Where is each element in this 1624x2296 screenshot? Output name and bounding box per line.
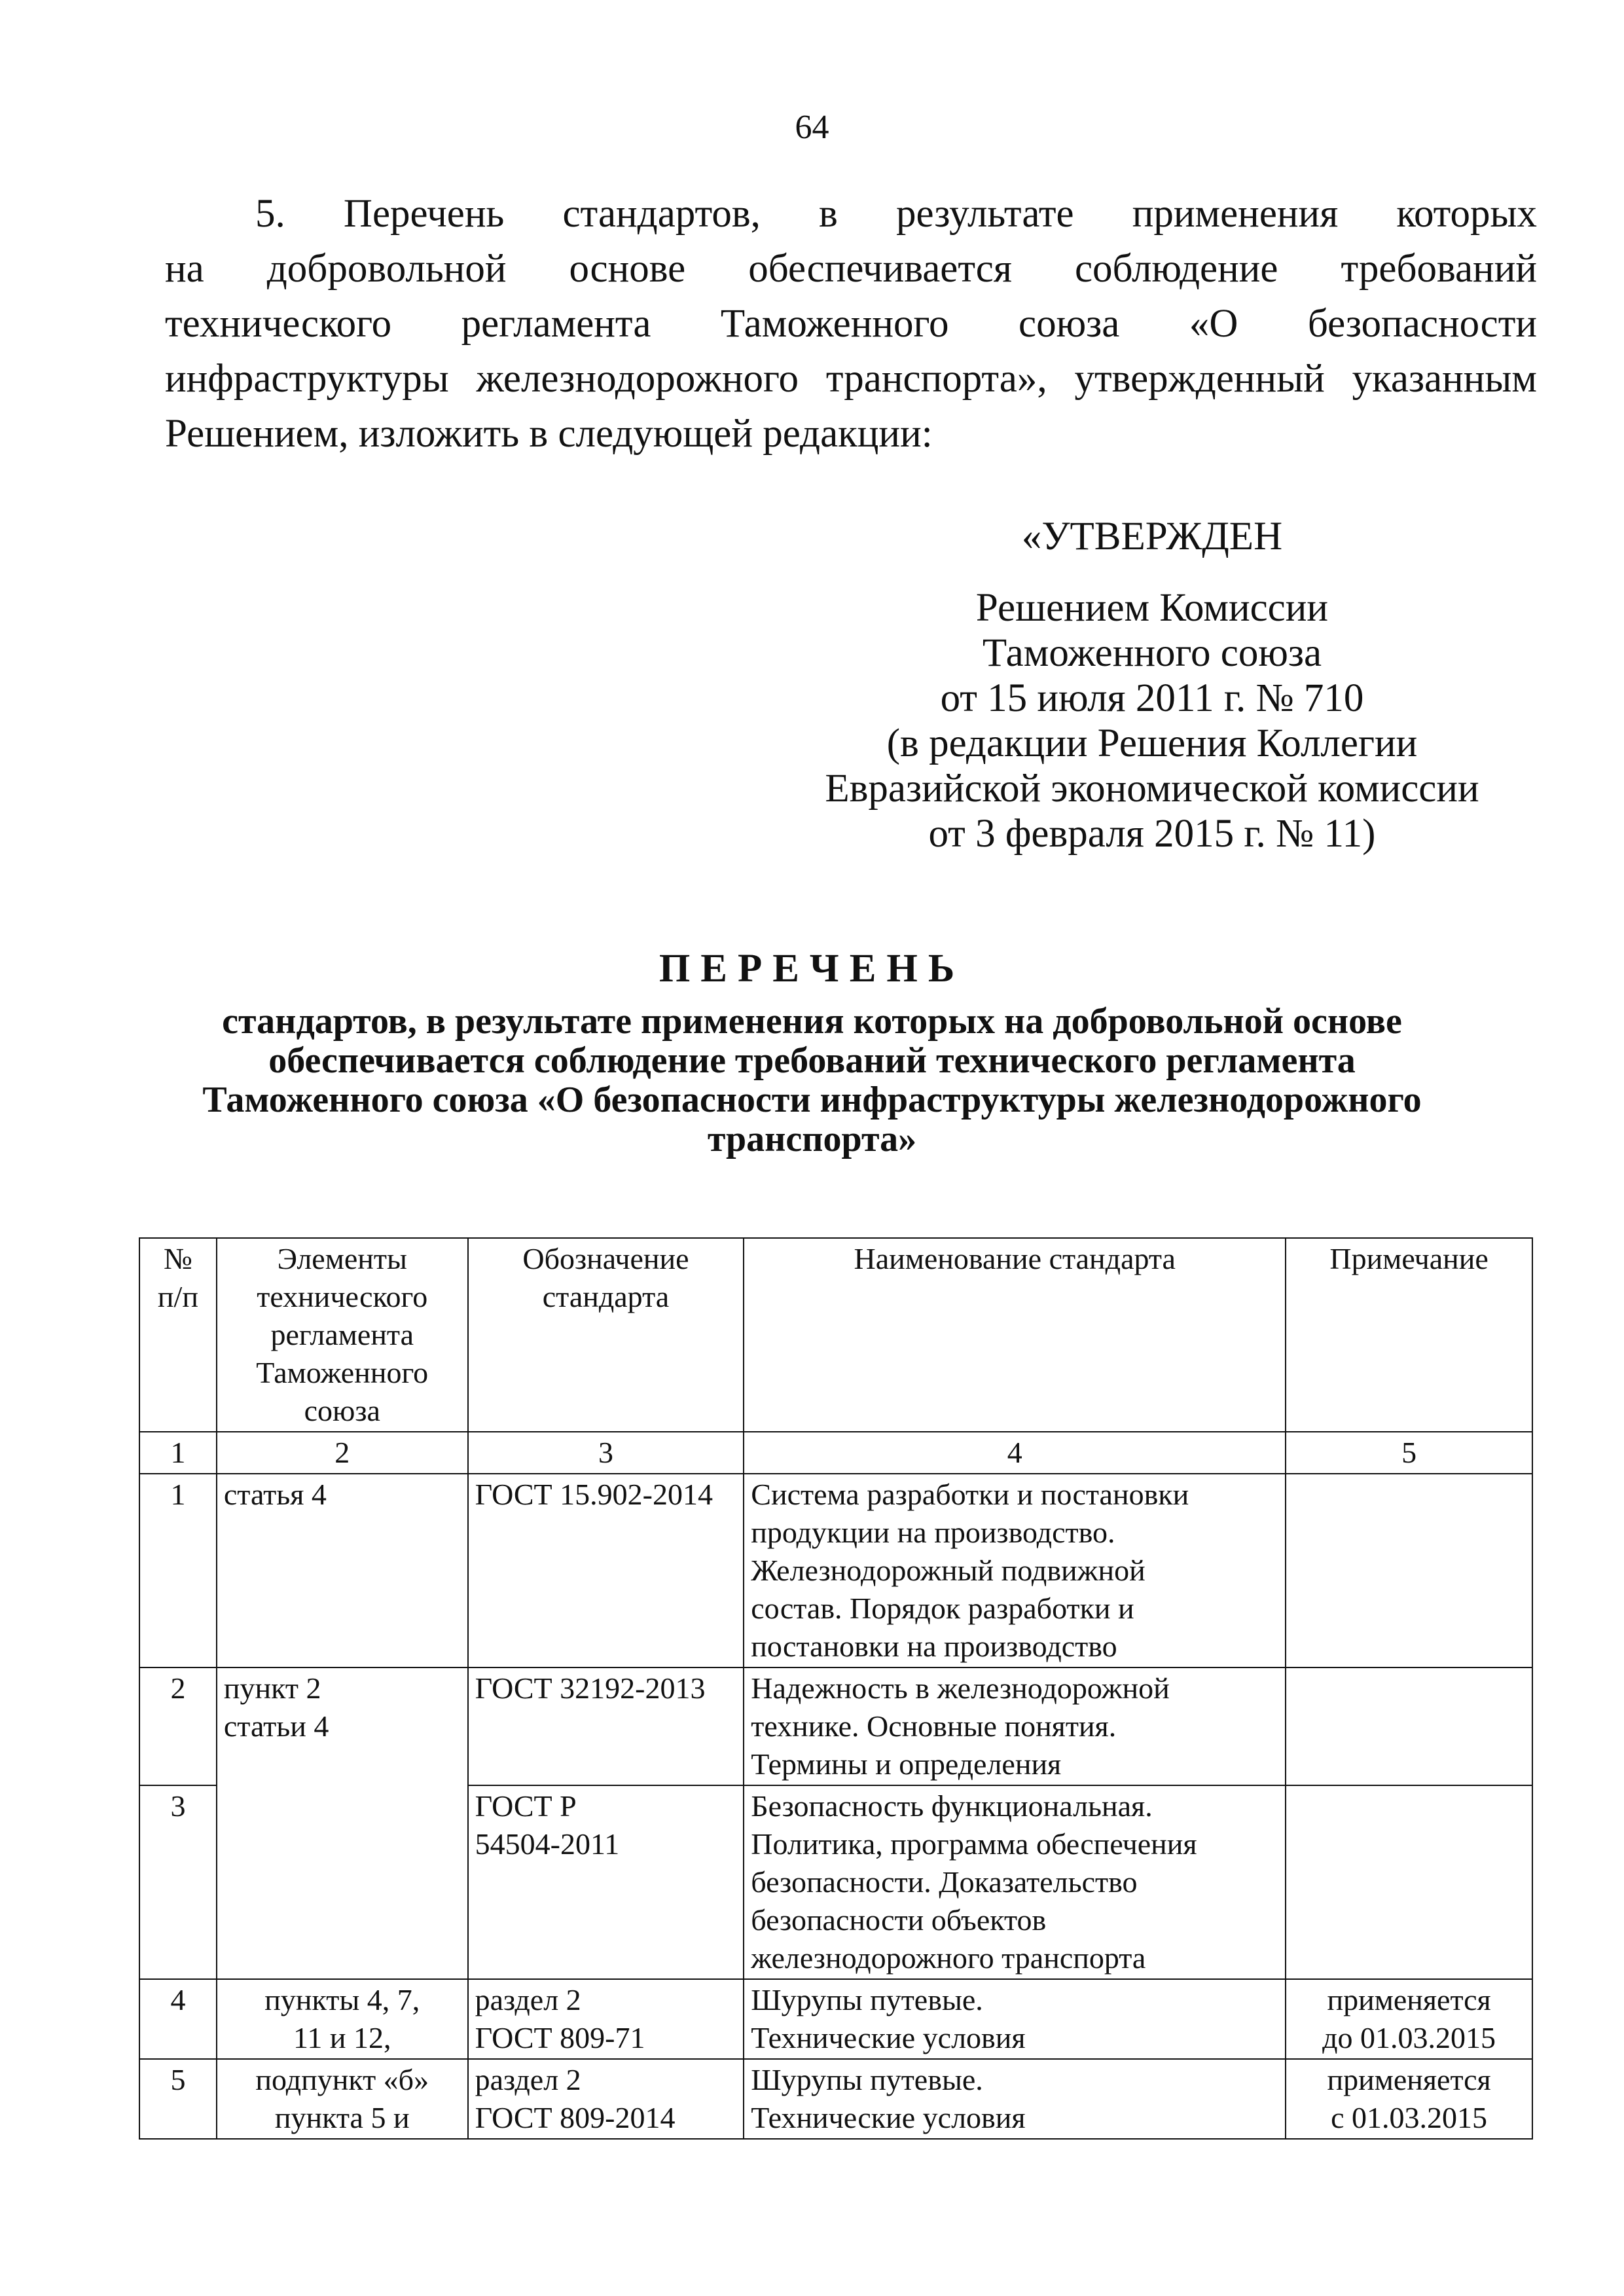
column-number: 5 [1286,1432,1532,1474]
column-number: 4 [744,1432,1286,1474]
column-number: 1 [139,1432,217,1474]
table-column-numbers-row [139,1432,1532,1474]
row-code: раздел 2 ГОСТ 809-71 [468,1979,744,2059]
intro-line: технического регламента Таможенного союза «О безопасности [165,302,1537,346]
approval-line: Евразийской экономической комиссии [825,767,1479,811]
row-element: пункт 2 статьи 4 [217,1667,468,1979]
intro-line: на добровольной основе обеспечивается соблюдение требований [165,247,1537,291]
row-number: 2 [139,1667,217,1785]
row-code: ГОСТ 15.902-2014 [468,1474,744,1667]
row-element: статья 4 [217,1474,468,1667]
header-elements: Элементы технического регламента Таможенного союза [217,1238,468,1432]
row-note: применяется до 01.03.2015 [1286,1979,1532,2059]
row-standard-name: Шурупы путевые. Технические условия [744,1979,1286,2059]
table-row [139,2059,1532,2139]
table-row [139,1979,1532,2059]
standards-table [139,1237,1533,2140]
row-standard-name: Безопасность функциональная. Политика, программа обеспечения безопасности. Доказательство безопасности объектов железнодорожного транспорта [744,1785,1286,1979]
approval-line: от 3 февраля 2015 г. № 11) [928,812,1376,856]
row-code: ГОСТ 32192-2013 [468,1667,744,1785]
row-number: 1 [139,1474,217,1667]
header-note: Примечание [1286,1238,1532,1432]
header-standard-name: Наименование стандарта [744,1238,1286,1432]
approval-block [785,514,1519,856]
row-note [1286,1785,1532,1979]
title-heading: ПЕРЕЧЕНЬ [659,947,965,991]
subtitle-line: Таможенного союза «О безопасности инфраструктуры железнодорожного [202,1080,1422,1120]
row-standard-name: Система разработки и постановки продукции на производство. Железнодорожный подвижной состав. Порядок разработки и постановки на производство [744,1474,1286,1667]
row-standard-name: Надежность в железнодорожной технике. Основные понятия. Термины и определения [744,1667,1286,1785]
approval-line: Решением Комиссии [975,586,1329,630]
table-row [139,1474,1532,1667]
intro-line: 5. Перечень стандартов, в результате применения которых [255,192,1537,236]
row-note: применяется с 01.03.2015 [1286,2059,1532,2139]
intro-line: Решением, изложить в следующей редакции: [165,412,933,456]
column-number: 2 [217,1432,468,1474]
row-element: подпункт «б» пункта 5 и [217,2059,468,2139]
row-number: 3 [139,1785,217,1979]
row-element: пункты 4, 7, 11 и 12, [217,1979,468,2059]
subtitle-line: транспорта» [707,1119,917,1159]
header-designation: Обозначение стандарта [468,1238,744,1432]
subtitle-line: обеспечивается соблюдение требований технического регламента [268,1040,1356,1081]
column-number: 3 [468,1432,744,1474]
row-code: раздел 2 ГОСТ 809-2014 [468,2059,744,2139]
approval-line: от 15 июля 2011 г. № 710 [940,676,1364,720]
row-note [1286,1474,1532,1667]
row-standard-name: Шурупы путевые. Технические условия [744,2059,1286,2139]
approval-line: (в редакции Решения Коллегии [886,721,1418,765]
intro-paragraph [165,187,1537,462]
document-title [0,949,1624,1159]
header-number: № п/п [139,1238,217,1432]
table-row [139,1667,1532,1785]
row-code: ГОСТ Р 54504-2011 [468,1785,744,1979]
row-number: 5 [139,2059,217,2139]
approval-line: Таможенного союза [982,631,1322,675]
subtitle-line: стандартов, в результате применения которых на добровольной основе [222,1001,1402,1042]
row-number: 4 [139,1979,217,2059]
row-note [1286,1667,1532,1785]
table-header-row [139,1238,1532,1432]
page-number: 64 [795,109,829,146]
intro-line: инфраструктуры железнодорожного транспорта», утвержденный указанным [165,357,1537,401]
approval-header: «УТВЕРЖДЕН [1021,515,1283,558]
